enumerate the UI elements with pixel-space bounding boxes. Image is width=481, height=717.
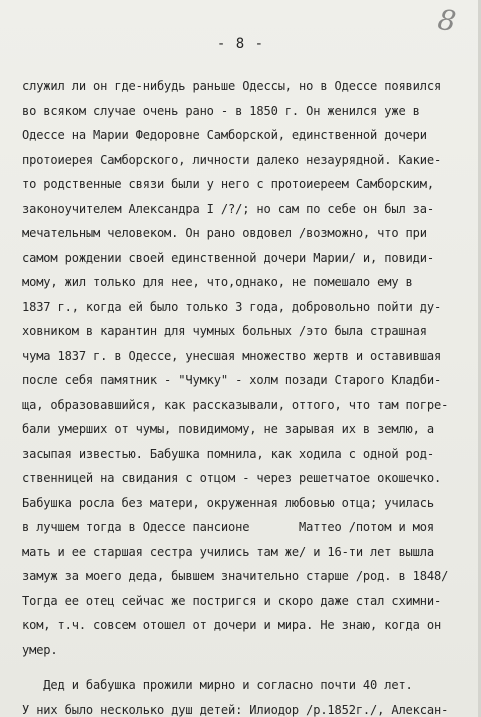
text-line: после себя памятник - "Чумку" - холм позади Старого Кладби- <box>22 373 442 387</box>
text-line: У них было несколько душ детей: Илиодор /р.1852г./, Алексан- <box>22 702 449 717</box>
text-line: то родственные связи были у него с протоиереем Самборским, <box>22 177 434 191</box>
text-line: ща, образовавшийся, как рассказывали, оттого, что там погре- <box>22 397 449 412</box>
text-line: ственницей на свидания с отцом - через решетчатое окошечко. <box>22 471 442 485</box>
handwritten-page-number: 8 <box>435 2 459 39</box>
text-line: ховником в карантин для чумных больных /это была страшная <box>22 324 427 338</box>
text-line: протоиерея Самборского, личности далеко незаурядной. Какие- <box>22 152 442 167</box>
text-line: Дед и бабушка прожили мирно и согласно почти 40 лет. <box>22 678 413 692</box>
text-line: бали умерших от чумы, повидимому, не зарывая их в землю, а <box>22 422 434 436</box>
text-line: Бабушка росла без матери, окруженная любовью отца; училась <box>22 495 434 510</box>
text-line: служил ли он где-нибудь раньше Одессы, но в Одессе появился <box>22 79 442 93</box>
document-body <box>22 74 468 717</box>
text-line: мечательным человеком. Он рано овдовел /возможно, что при <box>22 226 427 240</box>
text-line: умер. <box>22 642 58 657</box>
text-line: во всяком случае очень рано - в 1850 г. Он женился уже в <box>22 103 420 118</box>
text-line: Тогда ее отец сейчас же постригся и скоро даже стал схимни- <box>22 593 442 608</box>
text-line: Одессе на Марии Федоровне Самборской, единственной дочери <box>22 128 427 142</box>
text-line: замуж за моего деда, бывшем значительно старше /род. в 1848/ <box>22 569 449 583</box>
page-number: - 8 - <box>216 36 265 52</box>
text-line: чума 1837 г. в Одессе, унесшая множество жертв и оставившая <box>22 348 442 363</box>
text-line: ком, т.ч. совсем отошел от дочери и мира. Не знаю, когда он <box>22 618 442 632</box>
text-line: мать и ее старшая сестра учились там же/ и 16-ти лет вышла <box>22 544 434 559</box>
paragraph-gap <box>22 662 468 673</box>
text-line: законоучителем Александра I /?/; но сам по себе он был за- <box>22 201 434 216</box>
text-line: засыпая известью. Бабушка помнила, как ходила с одной род- <box>22 446 434 461</box>
text-line: в лучшем тогда в Одессе пансионе Маттео /потом и моя <box>22 520 434 534</box>
text-line: 1837 г., когда ей было только 3 года, добровольно пойти ду- <box>22 299 442 314</box>
text-line: мому, жил только для нее, что,однако, не помешало ему в <box>22 275 413 289</box>
text-line: самом рождении своей единственной дочери Марии/ и, повиди- <box>22 250 434 265</box>
